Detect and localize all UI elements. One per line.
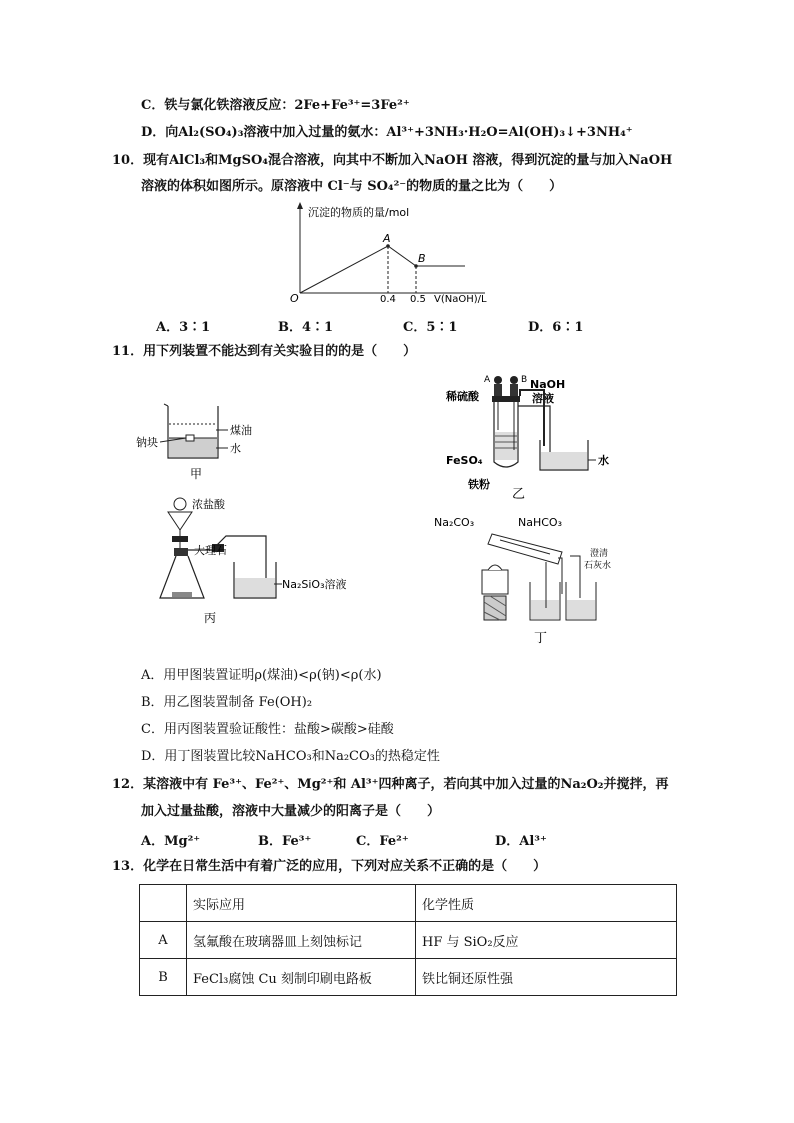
apparatus-jia xyxy=(130,398,280,483)
bing-na2sio3-label: Na₂SiO₃溶液 xyxy=(282,578,347,591)
apparatus-yi xyxy=(444,370,624,502)
q13-table xyxy=(139,884,677,996)
q10-tick-05: 0.5 xyxy=(410,294,426,305)
jia-kerosene-label: 煤油 xyxy=(230,424,252,437)
apparatus-ding xyxy=(430,512,630,648)
q9-option-d: D．向Al₂(SO₄)₃溶液中加入过量的氨水：Al³⁺+3NH₃·H₂O=Al(OH)₃↓+3NH₄⁺ xyxy=(141,125,633,140)
yi-caption: 乙 xyxy=(512,487,526,502)
q10-option-a: A．3∶1 xyxy=(156,320,211,335)
jia-sodium-label: 钠块 xyxy=(136,436,158,449)
q11-option-a: A．用甲图装置证明ρ(煤油)<ρ(钠)<ρ(水) xyxy=(141,668,382,683)
q10-y-axis-label: 沉淀的物质的量/mol xyxy=(308,206,410,219)
q10-option-c: C．5∶1 xyxy=(403,320,458,335)
bing-hcl-label: 浓盐酸 xyxy=(192,498,225,511)
ding-nahco3-label: NaHCO₃ xyxy=(518,516,562,529)
table-cell: A xyxy=(140,922,187,959)
table-row xyxy=(140,959,677,996)
yi-solution-label: 溶液 xyxy=(532,392,554,405)
table-cell: FeCl₃腐蚀 Cu 刻制印刷电路板 xyxy=(187,959,416,996)
table-header-cell: 实际应用 xyxy=(187,885,416,922)
ding-lime-label-1: 澄清 xyxy=(590,549,609,559)
q10-origin-label: O xyxy=(290,292,299,305)
q11-stem: 11．用下列装置不能达到有关实验目的的是（ ） xyxy=(112,344,417,359)
q12-option-b: B．Fe³⁺ xyxy=(258,834,312,849)
bing-caption: 丙 xyxy=(204,611,217,625)
table-cell: B xyxy=(140,959,187,996)
q10-stem-line2: 溶液的体积如图所示。原溶液中 Cl⁻与 SO₄²⁻的物质的量之比为（ ） xyxy=(141,179,563,194)
ding-caption: 丁 xyxy=(534,631,548,646)
yi-iron-label: 铁粉 xyxy=(468,478,490,491)
q10-point-a: A xyxy=(383,232,391,245)
q9-option-c: C．铁与氯化铁溶液反应：2Fe+Fe³⁺=3Fe²⁺ xyxy=(141,98,410,113)
apparatus-bing xyxy=(150,492,380,630)
yi-label-b: B xyxy=(521,375,528,385)
q13-stem: 13．化学在日常生活中有着广泛的应用，下列对应关系不正确的是（ ） xyxy=(112,859,547,874)
q10-stem-line1: 10．现有AlCl₃和MgSO₄混合溶液，向其中不断加入NaOH 溶液，得到沉淀的量与加入NaOH xyxy=(112,153,673,168)
q10-tick-04: 0.4 xyxy=(380,294,396,305)
table-cell: 氢氟酸在玻璃器皿上刻蚀标记 xyxy=(187,922,416,959)
q10-point-b: B xyxy=(418,252,426,265)
jia-water-label: 水 xyxy=(230,442,241,455)
ding-lime-label-2: 石灰水 xyxy=(584,561,612,571)
table-row xyxy=(140,922,677,959)
table-header-cell xyxy=(140,885,187,922)
q11-option-b: B．用乙图装置制备 Fe(OH)₂ xyxy=(141,695,313,710)
q10-option-d: D．6∶1 xyxy=(528,320,584,335)
ding-na2co3-label: Na₂CO₃ xyxy=(434,516,475,529)
q12-stem-line2: 加入过量盐酸，溶液中大量减少的阳离子是（ ） xyxy=(141,804,441,819)
table-cell: HF 与 SiO₂反应 xyxy=(416,922,677,959)
yi-water-label: 水 xyxy=(598,454,609,467)
q10-graph xyxy=(280,198,520,308)
yi-acid-label: 稀硫酸 xyxy=(446,390,479,403)
q10-option-b: B．4∶1 xyxy=(278,320,334,335)
q10-x-axis-label: V(NaOH)/L xyxy=(434,294,487,305)
bing-marble-label: 大理石 xyxy=(194,544,227,557)
yi-label-a: A xyxy=(484,375,491,385)
jia-caption: 甲 xyxy=(190,467,203,481)
table-cell: 铁比铜还原性强 xyxy=(416,959,677,996)
yi-feso4-label: FeSO₄ xyxy=(446,454,483,467)
q12-option-c: C．Fe²⁺ xyxy=(356,834,409,849)
table-header-cell: 化学性质 xyxy=(416,885,677,922)
q12-option-d: D．Al³⁺ xyxy=(495,834,547,849)
yi-naoh-label: NaOH xyxy=(530,378,566,391)
q12-stem-line1: 12．某溶液中有 Fe³⁺、Fe²⁺、Mg²⁺和 Al³⁺四种离子，若向其中加入过量的Na₂O₂并搅拌，再 xyxy=(112,777,669,792)
table-header-row xyxy=(140,885,677,922)
q12-option-a: A．Mg²⁺ xyxy=(141,834,201,849)
q11-option-d: D．用丁图装置比较NaHCO₃和Na₂CO₃的热稳定性 xyxy=(141,749,440,764)
q11-option-c: C．用丙图装置验证酸性：盐酸>碳酸>硅酸 xyxy=(141,722,394,737)
